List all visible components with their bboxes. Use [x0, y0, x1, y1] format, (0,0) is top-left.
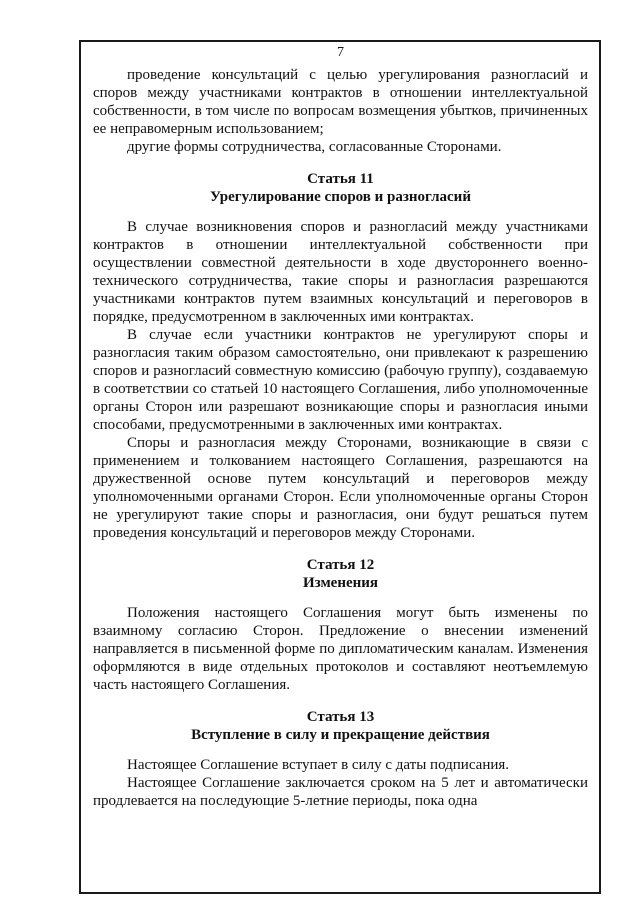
- article-13-paragraph-2: Настоящее Соглашение заключается сроком на 5 лет и автоматически продлевается на последующие 5-летние периоды, пока одна: [93, 775, 588, 809]
- article-12-number: Статья 12: [306, 557, 375, 573]
- article-11-title: Урегулирование споров и разногласий: [210, 189, 471, 205]
- intro-paragraph-1: проведение консультаций с целью урегулирования разногласий и споров между участниками контрактов в отношении интеллектуальной собственности, в том числе по вопросам возмещения убытков, причиненных ее неправомерным использованием;: [93, 67, 588, 137]
- article-12-title: Изменения: [302, 575, 379, 591]
- article-11-number: Статья 11: [307, 171, 374, 187]
- document-page: [93, 44, 588, 810]
- article-12-paragraph-1: Положения настоящего Соглашения могут быть изменены по взаимному согласию Сторон. Предложение о внесении изменений направляется в письменной форме по дипломатическим каналам. Изменения оформляются в виде отдельных протоколов и составляют неотъемлемую часть настоящего Соглашения.: [93, 605, 588, 693]
- article-11-paragraph-1: В случае возникновения споров и разногласий между участниками контрактов в отношении интеллектуальной собственности при осуществлении совместной деятельности в ходе двустороннего военно-технического сотрудничества, такие споры и разногласия разрешаются участниками контрактов путем взаимных консультаций и переговоров в порядке, предусмотренном в заключенных ими контрактах.: [93, 219, 588, 325]
- article-13-title: Вступление в силу и прекращение действия: [191, 727, 490, 743]
- page-number: 7: [337, 45, 344, 60]
- article-11-paragraph-2: В случае если участники контрактов не урегулируют споры и разногласия таким образом самостоятельно, они привлекают к разрешению споров и разногласий совместную комиссию (рабочую группу), создаваемую в соответствии со статьей 10 настоящего Соглашения, либо уполномоченные органы Сторон или разрешают возникающие споры и разногласия иными способами, предусмотренными в заключенных ими контрактах.: [93, 327, 588, 433]
- article-13-number: Статья 13: [306, 709, 375, 725]
- article-11-paragraph-3: Споры и разногласия между Сторонами, возникающие в связи с применением и толкованием настоящего Соглашения, разрешаются на дружественной основе путем консультаций и переговоров между уполномоченными органами Сторон. Если уполномоченные органы Сторон не урегулируют такие споры и разногласия, они будут решаться путем проведения консультаций и переговоров между Сторонами.: [93, 435, 588, 541]
- intro-paragraph-2: другие формы сотрудничества, согласованные Сторонами.: [127, 139, 502, 155]
- article-13-paragraph-1: Настоящее Соглашение вступает в силу с даты подписания.: [127, 757, 510, 773]
